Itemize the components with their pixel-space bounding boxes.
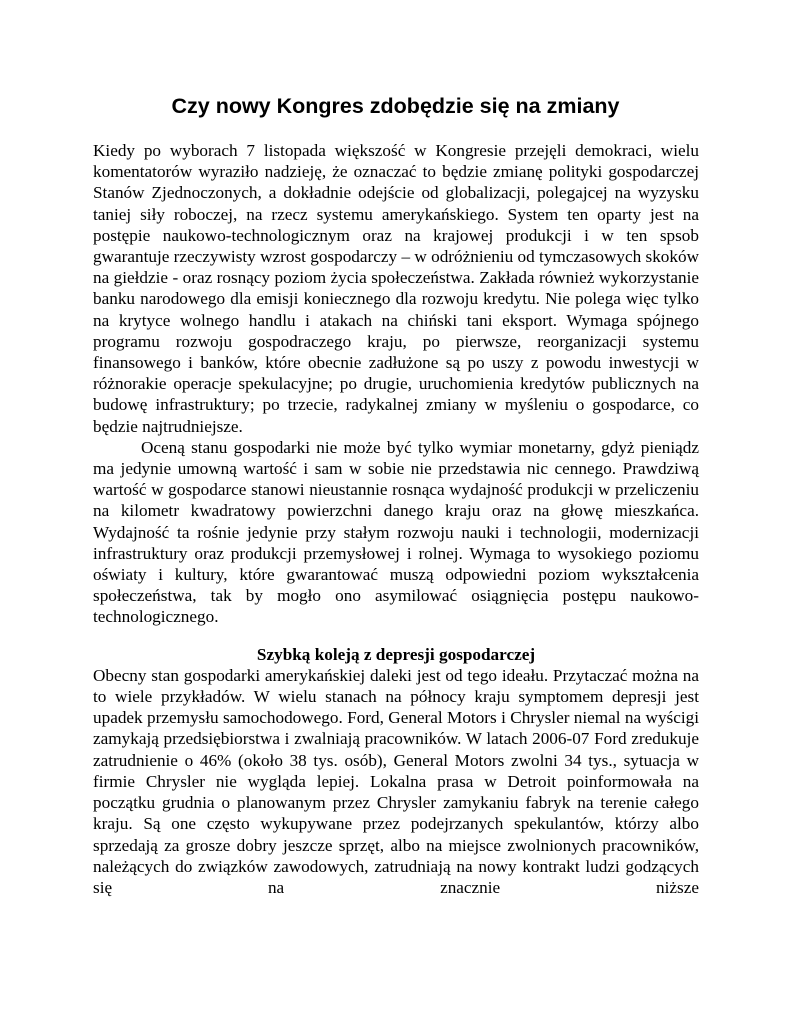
section-paragraph: Obecny stan gospodarki amerykańskiej daleki jest od tego ideału. Przytaczać można na to wiele przykładów. W wielu stanach na północy kraju symptomem depresji jest upadek przemysłu samochodowego. Ford, General Motors i Chrysler niemal na wyścigi zamykają przedsiębiorstwa i zwalniają pracowników. W latach 2006-07 Ford zredukuje zatrudnienie o 46% (około 38 tys. osób), General Motors zwolni 34 tys., sytuacja w firmie Chrysler nie wygląda lepiej. Lokalna prasa w Detroit poinformowała na początku grudnia o planowanym przez Chrysler zamykaniu fabryk na terenie całego kraju. Są one często wykupywane przez podejrzanych spekulantów, którzy albo sprzedają za grosze dobry jeszcze sprzęt, albo na miejsce zwolnionych pracowników, należących do związków zawodowych, zatrudniają na nowy kontrakt ludzi godzących się na znacznie niższe [93,665,699,897]
article-body [93,140,699,898]
page-title: Czy nowy Kongres zdobędzie się na zmiany [171,94,620,118]
section-heading: Szybką koleją z depresji gospodarczej [256,644,536,664]
paragraph-1: Kiedy po wyborach 7 listopada większość w Kongresie przejęli demokraci, wielu komentatorów wyraziło nadzieję, że oznaczać to będzie zmianę polityki gospodarczej Stanów Zjednoczonych, a dokładnie odejście od globalizacji, polegajcej na wyzysku taniej siły roboczej, na rzecz systemu amerykańskiego. System ten oparty jest na postępie naukowo-technologicznym oraz na krajowej produkcji i w ten spsob gwarantuje rzeczywisty wzrost gospodarczy – w odróżnieniu od tymczasowych skoków na giełdzie - oraz rosnący poziom życia społeczeństwa. Zakłada również wykorzystanie banku narodowego dla emisji koniecznego dla rozwoju kredytu. Nie polega więc tylko na krytyce wolnego handlu i atakach na chiński tani eksport. Wymaga spójnego programu rozwoju gospodraczego kraju, po pierwsze, reorganizacji systemu finansowego i banków, które obecnie zadłużone są po uszy z powodu inwestycji w różnorakie operacje spekulacyjne; po drugie, uruchomienia kredytów publicznych na budowę infrastruktury; po trzecie, radykalnej zmiany w myśleniu o gospodarce, co będzie najtrudniejsze. [93,141,699,436]
paragraph-2: Oceną stanu gospodarki nie może być tylko wymiar monetarny, gdyż pieniądz ma jedynie umowną wartość i sam w sobie nie przedstawia nic cennego. Prawdziwą wartość w gospodarce stanowi nieustannie rosnąca wydajność produkcji w przeliczeniu na kilometr kwadratowy powierzchni danego kraju oraz na głowę mieszkańca. Wydajność ta rośnie jedynie przy stałym rozwoju nauki i technologii, modernizacji infrastruktury oraz produkcji przemysłowej i rolnej. Wymaga to wysokiego poziomu oświaty i kultury, które gwarantować muszą odpowiedni poziom wykształcenia społeczeństwa, tak by mogło ono asymilować osiągnięcia postępu naukowo-technologicznego. [93,437,699,627]
